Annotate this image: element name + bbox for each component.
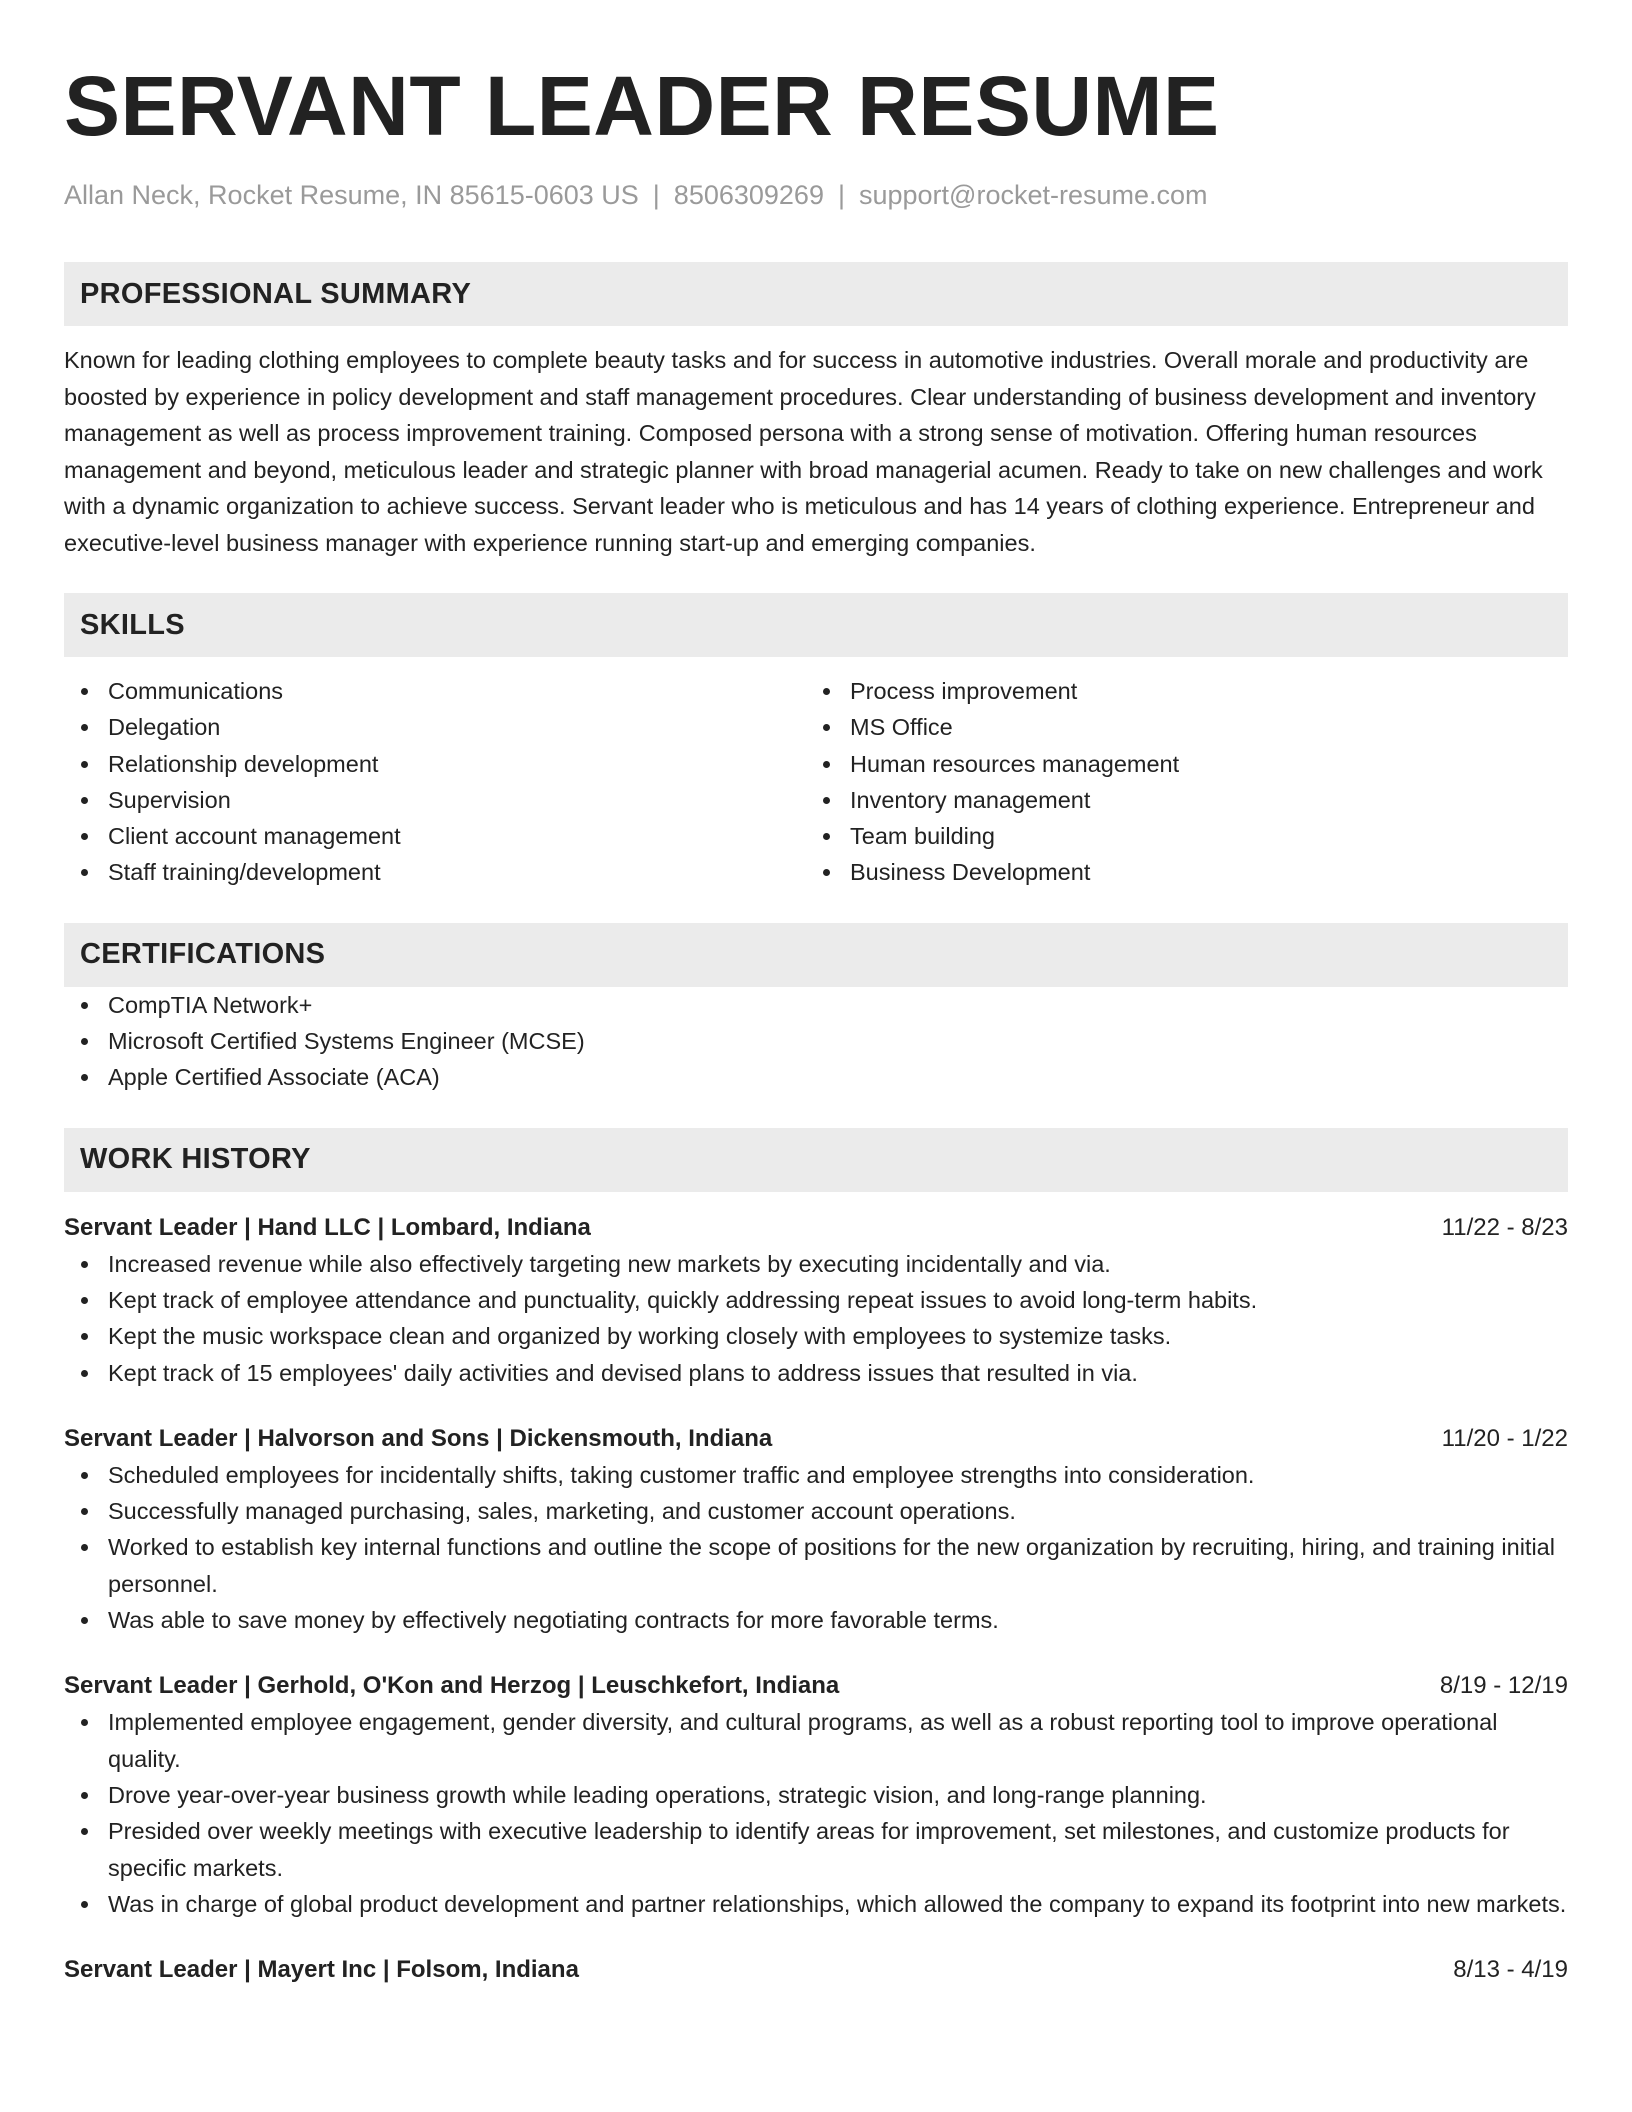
job-bullets xyxy=(64,1704,1568,1922)
job-bullet: Kept the music workspace clean and organized by working closely with employees to systemize tasks. xyxy=(64,1318,1568,1354)
contact-email: support@rocket-resume.com xyxy=(858,180,1208,210)
skill-item: Client account management xyxy=(64,818,806,854)
contact-line xyxy=(64,178,1568,212)
job-header xyxy=(64,1952,1568,1988)
contact-phone: 8506309269 xyxy=(673,180,824,210)
job-bullet: Was able to save money by effectively negotiating contracts for more favorable terms. xyxy=(64,1602,1568,1638)
job-title: Servant Leader | Hand LLC | Lombard, Indiana xyxy=(64,1213,591,1241)
job-entry xyxy=(64,1210,1568,1391)
job-header xyxy=(64,1668,1568,1704)
job-title: Servant Leader | Mayert Inc | Folsom, Indiana xyxy=(64,1956,579,1984)
job-entry xyxy=(64,1952,1568,1988)
resume-title: SERVANT LEADER RESUME xyxy=(64,59,1220,153)
skill-item: Business Development xyxy=(806,854,1548,890)
skill-item: Communications xyxy=(64,673,806,709)
job-bullet: Presided over weekly meetings with executive leadership to identify areas for improvement, set milestones, and customize products for specific markets. xyxy=(64,1813,1568,1886)
skill-item: Relationship development xyxy=(64,746,806,782)
work-history-heading: WORK HISTORY xyxy=(64,1128,1568,1192)
job-dates: 8/13 - 4/19 xyxy=(1453,1956,1568,1984)
contact-separator: | xyxy=(837,180,845,210)
job-bullet: Increased revenue while also effectively targeting new markets by executing incidentally and via. xyxy=(64,1246,1568,1282)
skills-section xyxy=(64,593,1568,891)
skills-grid xyxy=(64,673,1568,891)
certifications-section xyxy=(64,923,1568,1096)
skills-left-column xyxy=(64,673,806,891)
job-dates: 11/20 - 1/22 xyxy=(1441,1424,1568,1452)
work-history-section xyxy=(64,1128,1568,1988)
job-dates: 8/19 - 12/19 xyxy=(1439,1672,1568,1700)
job-bullet: Worked to establish key internal functions and outline the scope of positions for the new organization by recruiting, hiring, and training initial personnel. xyxy=(64,1529,1568,1602)
job-bullet: Implemented employee engagement, gender diversity, and cultural programs, as well as a robust reporting tool to improve operational quality. xyxy=(64,1704,1568,1777)
contact-separator: | xyxy=(652,180,660,210)
job-dates: 11/22 - 8/23 xyxy=(1441,1213,1568,1241)
certification-item: Apple Certified Associate (ACA) xyxy=(64,1059,1568,1095)
professional-summary-text: Known for leading clothing employees to complete beauty tasks and for success in automotive industries. Overall morale and productivity are boosted by experience in policy development and staff management procedures. Clear understanding of business development and inventory management as well as process improvement training. Composed persona with a strong sense of motivation. Offering human resources management and beyond, meticulous leader and strategic planner with broad managerial acumen. Ready to take on new challenges and work with a dynamic organization to achieve success. Servant leader who is meticulous and has 14 years of clothing experience. Entrepreneur and executive-level business manager with experience running start-up and emerging companies. xyxy=(64,347,1543,556)
professional-summary-section xyxy=(64,262,1568,561)
certifications-heading: CERTIFICATIONS xyxy=(64,923,1568,987)
job-bullet: Drove year-over-year business growth while leading operations, strategic vision, and long-range planning. xyxy=(64,1777,1568,1813)
contact-address: Allan Neck, Rocket Resume, IN 85615-0603 US xyxy=(64,180,639,210)
job-bullets xyxy=(64,1457,1568,1638)
certification-item: CompTIA Network+ xyxy=(64,987,1568,1023)
job-bullets xyxy=(64,1246,1568,1391)
job-entry xyxy=(64,1421,1568,1638)
skills-right-column xyxy=(806,673,1548,891)
certifications-list xyxy=(64,987,1568,1096)
skill-item: Supervision xyxy=(64,782,806,818)
job-bullet: Successfully managed purchasing, sales, marketing, and customer account operations. xyxy=(64,1493,1568,1529)
job-title: Servant Leader | Halvorson and Sons | Dickensmouth, Indiana xyxy=(64,1424,773,1452)
skill-item: Team building xyxy=(806,818,1548,854)
skill-item: Inventory management xyxy=(806,782,1548,818)
job-title: Servant Leader | Gerhold, O'Kon and Herzog | Leuschkefort, Indiana xyxy=(64,1672,840,1700)
job-bullet: Scheduled employees for incidentally shifts, taking customer traffic and employee strengths into consideration. xyxy=(64,1457,1568,1493)
skill-item: Staff training/development xyxy=(64,854,806,890)
certification-item: Microsoft Certified Systems Engineer (MCSE) xyxy=(64,1023,1568,1059)
skill-item: MS Office xyxy=(806,709,1548,745)
professional-summary-heading: PROFESSIONAL SUMMARY xyxy=(64,262,1568,326)
job-header xyxy=(64,1210,1568,1246)
skill-item: Process improvement xyxy=(806,673,1548,709)
skills-heading: SKILLS xyxy=(64,593,1568,657)
job-bullet: Was in charge of global product development and partner relationships, which allowed the company to expand its footprint into new markets. xyxy=(64,1886,1568,1922)
skill-item: Delegation xyxy=(64,709,806,745)
job-header xyxy=(64,1421,1568,1457)
skill-item: Human resources management xyxy=(806,746,1548,782)
resume-page xyxy=(64,58,1568,1988)
job-entry xyxy=(64,1668,1568,1922)
job-bullet: Kept track of employee attendance and punctuality, quickly addressing repeat issues to avoid long-term habits. xyxy=(64,1282,1568,1318)
job-bullet: Kept track of 15 employees' daily activities and devised plans to address issues that resulted in via. xyxy=(64,1355,1568,1391)
